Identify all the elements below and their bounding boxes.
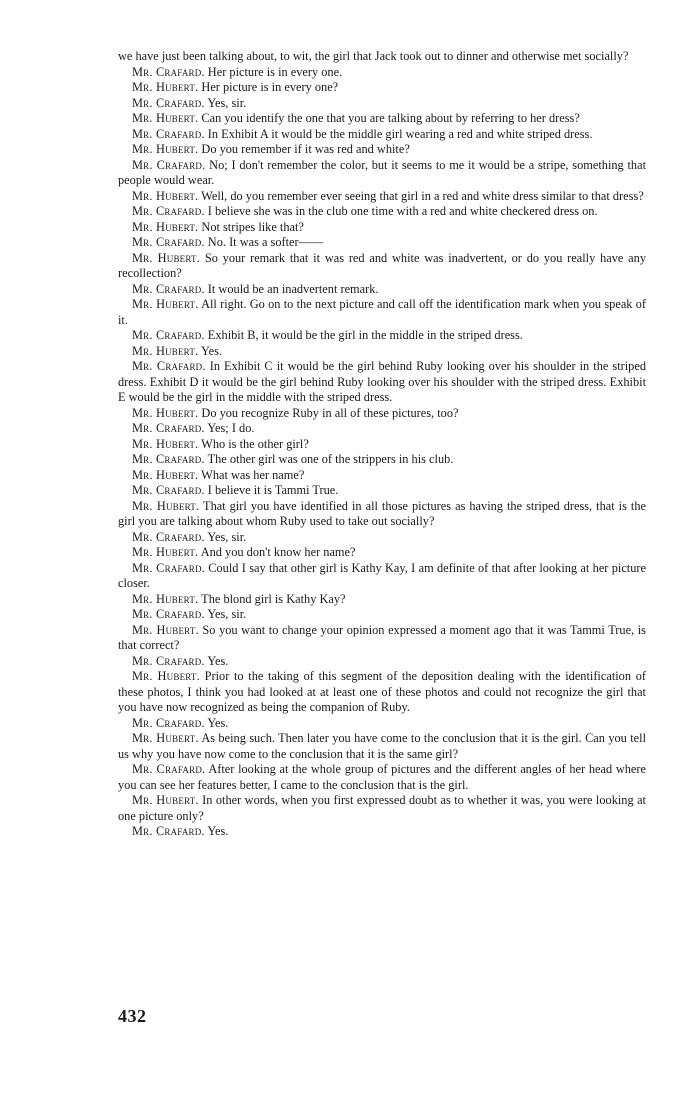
testimony-line: [118, 669, 646, 716]
statement-text: Yes; I do.: [204, 421, 255, 435]
statement-text: And you don't know her name?: [198, 545, 356, 559]
speaker-name: Mr. Hubert.: [132, 793, 199, 807]
testimony-line: [118, 561, 646, 592]
speaker-name: Mr. Hubert.: [132, 622, 199, 637]
speaker-name: Mr. Hubert.: [132, 498, 200, 513]
speaker-name: Mr. Hubert.: [132, 591, 199, 606]
statement-text: So your remark that it was red and white was inadvertent, or do you really have any recollection?: [118, 250, 646, 280]
statement-text: Exhibit B, it would be the girl in the middle in the striped dress.: [204, 328, 523, 342]
testimony-line: [118, 282, 646, 298]
continued-text: [118, 49, 646, 65]
testimony-line: [118, 623, 646, 654]
statement-text: Do you remember if it was red and white?: [198, 142, 410, 156]
statement-text: Yes, sir.: [204, 95, 247, 110]
statement-text: After looking at the whole group of pictures and the different angles of her head where you can see her features better, I came to the conclusion that is the girl.: [118, 762, 646, 792]
testimony-line: [118, 328, 646, 344]
statement-text: In Exhibit A it would be the middle girl wearing a red and white striped dress.: [204, 126, 593, 141]
testimony-line: [118, 359, 646, 406]
statement-text: Not stripes like that?: [198, 219, 304, 234]
speaker-name: Mr. Crafard.: [132, 762, 206, 776]
speaker-name: Mr. Crafard.: [132, 452, 205, 466]
speaker-name: Mr. Hubert.: [132, 436, 199, 451]
speaker-name: Mr. Crafard.: [132, 824, 205, 838]
statement-text: we have just been talking about, to wit, the girl that Jack took out to dinner and otherwise met socially?: [118, 49, 629, 63]
testimony-line: [118, 158, 646, 189]
statement-text: In Exhibit C it would be the girl behind Ruby looking over his shoulder in the striped dress. Exhibit D it would be the girl behind Ruby looking over his shoulder with the striped dress. Exhibit E would be the girl in the middle with the striped dress.: [118, 359, 646, 404]
speaker-name: Mr. Crafard.: [132, 204, 205, 218]
testimony-line: [118, 96, 646, 112]
statement-text: Can you identify the one that you are talking about by referring to her dress?: [198, 111, 580, 125]
testimony-line: [118, 716, 646, 732]
statement-text: Who is the other girl?: [198, 436, 309, 451]
speaker-name: Mr. Crafard.: [132, 715, 205, 730]
statement-text: Do you recognize Ruby in all of these pictures, too?: [198, 405, 459, 420]
testimony-line: [118, 762, 646, 793]
statement-text: Yes, sir.: [204, 529, 247, 544]
testimony-line: [118, 592, 646, 608]
testimony-line: [118, 297, 646, 328]
statement-text: It would be an inadvertent remark.: [204, 281, 379, 296]
statement-text: So you want to change your opinion expressed a moment ago that it was Tammi True, is that correct?: [118, 622, 646, 652]
statement-text: Her picture is in every one?: [198, 80, 339, 94]
speaker-name: Mr. Hubert.: [132, 545, 199, 559]
testimony-line: [118, 251, 646, 282]
transcript-body: [118, 49, 646, 840]
statement-text: No. It was a softer——: [204, 235, 324, 249]
statement-text: The blond girl is Kathy Kay?: [198, 591, 346, 606]
statement-text: The other girl was one of the strippers in his club.: [204, 452, 454, 466]
statement-text: As being such. Then later you have come to the conclusion that it is the girl. Can you tell us why you have now come to the conclusion that it is the same girl?: [118, 731, 647, 761]
speaker-name: Mr. Crafard.: [132, 95, 205, 110]
statement-text: Yes, sir.: [204, 607, 247, 621]
testimony-line: [118, 468, 646, 484]
statement-text: Yes.: [204, 653, 229, 668]
speaker-name: Mr. Hubert.: [132, 250, 201, 265]
speaker-name: Mr. Hubert.: [132, 219, 199, 234]
speaker-name: Mr. Crafard.: [132, 126, 205, 141]
testimony-line: [118, 437, 646, 453]
speaker-name: Mr. Hubert.: [132, 297, 199, 311]
testimony-line: [118, 499, 646, 530]
testimony-line: [118, 483, 646, 499]
speaker-name: Mr. Crafard.: [132, 483, 205, 497]
speaker-name: Mr. Hubert.: [132, 467, 199, 482]
statement-text: In other words, when you first expressed doubt as to whether it was, you were looking at one picture only?: [118, 793, 646, 823]
testimony-line: [118, 65, 646, 81]
speaker-name: Mr. Hubert.: [132, 188, 199, 203]
statement-text: I believe it is Tammi True.: [204, 483, 339, 497]
speaker-name: Mr. Crafard.: [132, 653, 205, 668]
statement-text: What was her name?: [198, 467, 305, 482]
testimony-line: [118, 111, 646, 127]
testimony-line: [118, 204, 646, 220]
testimony-line: [118, 127, 646, 143]
speaker-name: Mr. Crafard.: [132, 607, 205, 621]
statement-text: Her picture is in every one.: [204, 64, 343, 79]
speaker-name: Mr. Crafard.: [132, 359, 206, 373]
testimony-line: [118, 452, 646, 468]
statement-text: All right. Go on to the next picture and call off the identification mark when you speak of it.: [118, 297, 647, 327]
testimony-line: [118, 530, 646, 546]
statement-text: Yes.: [198, 343, 222, 358]
page-number: 432: [118, 1006, 147, 1026]
speaker-name: Mr. Crafard.: [132, 281, 205, 296]
speaker-name: Mr. Hubert.: [132, 731, 199, 745]
testimony-line: [118, 80, 646, 96]
speaker-name: Mr. Hubert.: [132, 80, 199, 94]
testimony-line: [118, 793, 646, 824]
testimony-line: [118, 406, 646, 422]
statement-text: No; I don't remember the color, but it seems to me it would be a stripe, something that people would wear.: [118, 157, 646, 187]
speaker-name: Mr. Hubert.: [132, 405, 199, 420]
speaker-name: Mr. Crafard.: [132, 64, 205, 79]
speaker-name: Mr. Crafard.: [132, 235, 205, 249]
statement-text: That girl you have identified in all those pictures as having the striped dress, that is the girl you are talking about whom Ruby used to take out socially?: [118, 498, 646, 528]
testimony-line: [118, 607, 646, 623]
speaker-name: Mr. Crafard.: [132, 560, 205, 575]
speaker-name: Mr. Crafard.: [132, 529, 205, 544]
speaker-name: Mr. Crafard.: [132, 157, 206, 172]
statement-text: Well, do you remember ever seeing that girl in a red and white dress similar to that dress?: [198, 188, 644, 203]
statement-text: Prior to the taking of this segment of the deposition dealing with the identification of these photos, I think you had looked at at least one of these photos and could not recognize the girl that you have now recognized as being the companion of Ruby.: [118, 669, 646, 714]
statement-text: I believe she was in the club one time with a red and white checkered dress on.: [204, 204, 598, 218]
testimony-line: [118, 235, 646, 251]
statement-text: Yes.: [204, 824, 229, 838]
statement-text: Could I say that other girl is Kathy Kay, I am definite of that after looking at her picture closer.: [118, 560, 646, 590]
testimony-line: [118, 545, 646, 561]
speaker-name: Mr. Hubert.: [132, 142, 199, 156]
statement-text: Yes.: [204, 715, 229, 730]
speaker-name: Mr. Hubert.: [132, 343, 199, 358]
speaker-name: Mr. Crafard.: [132, 421, 205, 435]
testimony-line: [118, 654, 646, 670]
testimony-line: [118, 731, 646, 762]
speaker-name: Mr. Hubert.: [132, 669, 200, 683]
testimony-line: [118, 344, 646, 360]
testimony-line: [118, 142, 646, 158]
speaker-name: Mr. Hubert.: [132, 111, 199, 125]
speaker-name: Mr. Crafard.: [132, 328, 205, 342]
testimony-line: [118, 824, 646, 840]
testimony-line: [118, 421, 646, 437]
testimony-line: [118, 220, 646, 236]
testimony-line: [118, 189, 646, 205]
